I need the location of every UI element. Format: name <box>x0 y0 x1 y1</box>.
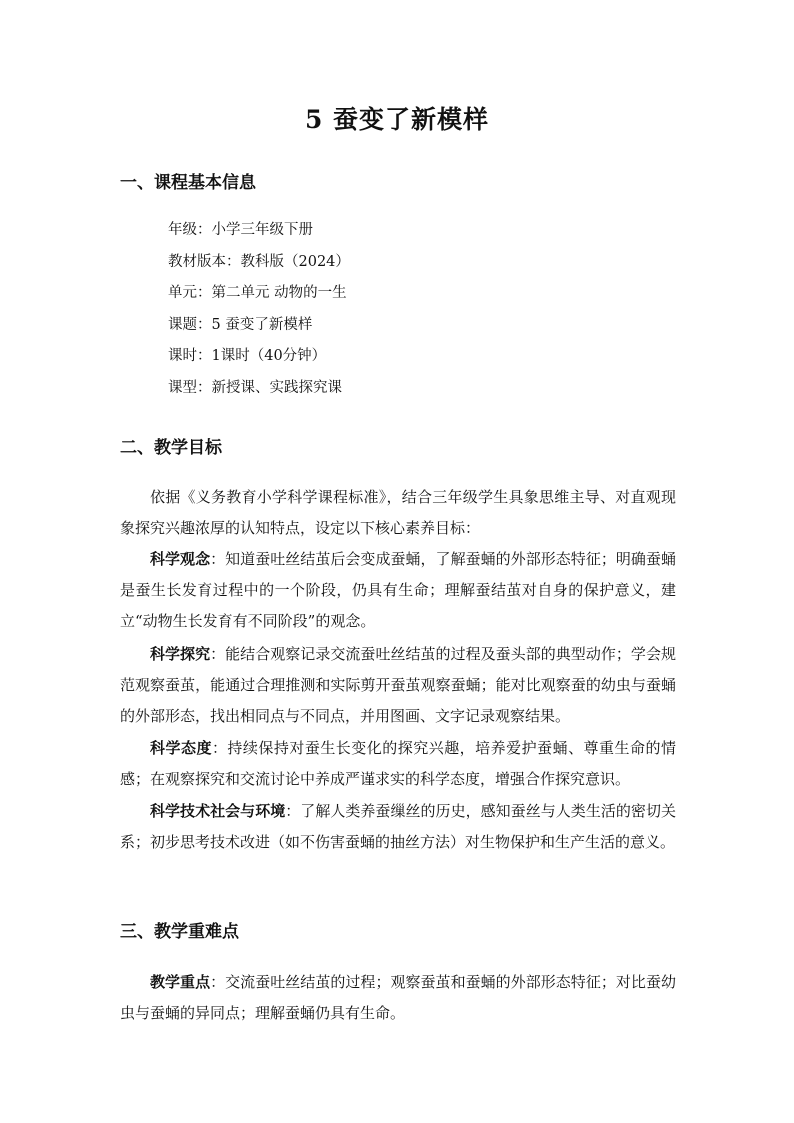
section-heading-goals: 二、教学目标 <box>120 438 222 458</box>
goal-stse <box>120 796 676 858</box>
goal-label: 科学探究 <box>150 645 211 663</box>
section-heading-keypoints: 三、教学重难点 <box>120 922 239 942</box>
goal-scientific-inquiry <box>120 639 676 731</box>
goal-label: 科学观念 <box>150 550 211 568</box>
page-title: 5 蚕变了新模样 <box>304 105 490 134</box>
course-info-list <box>168 215 350 404</box>
section-heading-info: 一、课程基本信息 <box>120 173 256 193</box>
info-item-grade: 年级：小学三年级下册 <box>168 222 313 238</box>
info-item-unit: 单元：第二单元 动物的一生 <box>168 285 347 301</box>
info-item-period: 课时：1课时（40分钟） <box>168 348 327 364</box>
goals-intro: 依据《义务教育小学科学课程标准》，结合三年级学生具象思维主导、对直观现象探究兴趣浓厚的认知特点，设定以下核心素养目标： <box>120 488 676 537</box>
goal-text: ：能结合观察记录交流蚕吐丝结茧的过程及蚕头部的典型动作；学会规范观察蚕茧，能通过合理推测和实际剪开蚕茧观察蚕蛹；能对比观察蚕的幼虫与蚕蛹的外部形态，找出相同点与不同点，并用图画、文字记录观察结果。 <box>120 645 676 725</box>
info-item-textbook: 教材版本：教科版（2024） <box>168 253 350 270</box>
goal-text: ：持续保持对蚕生长变化的探究兴趣，培养爱护蚕蛹、尊重生命的情感；在观察探究和交流讨论中养成严谨求实的科学态度，增强合作探究意识。 <box>120 739 676 788</box>
info-item-type: 课型：新授课、实践探究课 <box>168 379 342 396</box>
goal-label: 科学技术社会与环境 <box>150 802 286 820</box>
goal-scientific-concept <box>120 544 676 636</box>
keypoint-text: ：交流蚕吐丝结茧的过程；观察蚕茧和蚕蛹的外部形态特征；对比蚕幼虫与蚕蛹的异同点；理解蚕蛹仍具有生命。 <box>120 973 676 1022</box>
keypoint-label: 教学重点 <box>150 973 211 991</box>
goal-label: 科学态度 <box>150 739 212 757</box>
goal-text: ：知道蚕吐丝结茧后会变成蚕蛹，了解蚕蛹的外部形态特征；明确蚕蛹是蚕生长发育过程中的一个阶段，仍具有生命；理解蚕结茧对自身的保护意义，建立“动物生长发育有不同阶段”的观念。 <box>120 550 676 630</box>
goal-text: ：了解人类养蚕缫丝的历史，感知蚕丝与人类生活的密切关系；初步思考技术改进（如不伤害蚕蛹的抽丝方法）对生物保护和生产生活的意义。 <box>120 802 676 851</box>
goal-scientific-attitude <box>120 733 676 795</box>
info-item-topic: 课题：5 蚕变了新模样 <box>168 316 313 333</box>
keypoint-focus <box>120 967 676 1029</box>
